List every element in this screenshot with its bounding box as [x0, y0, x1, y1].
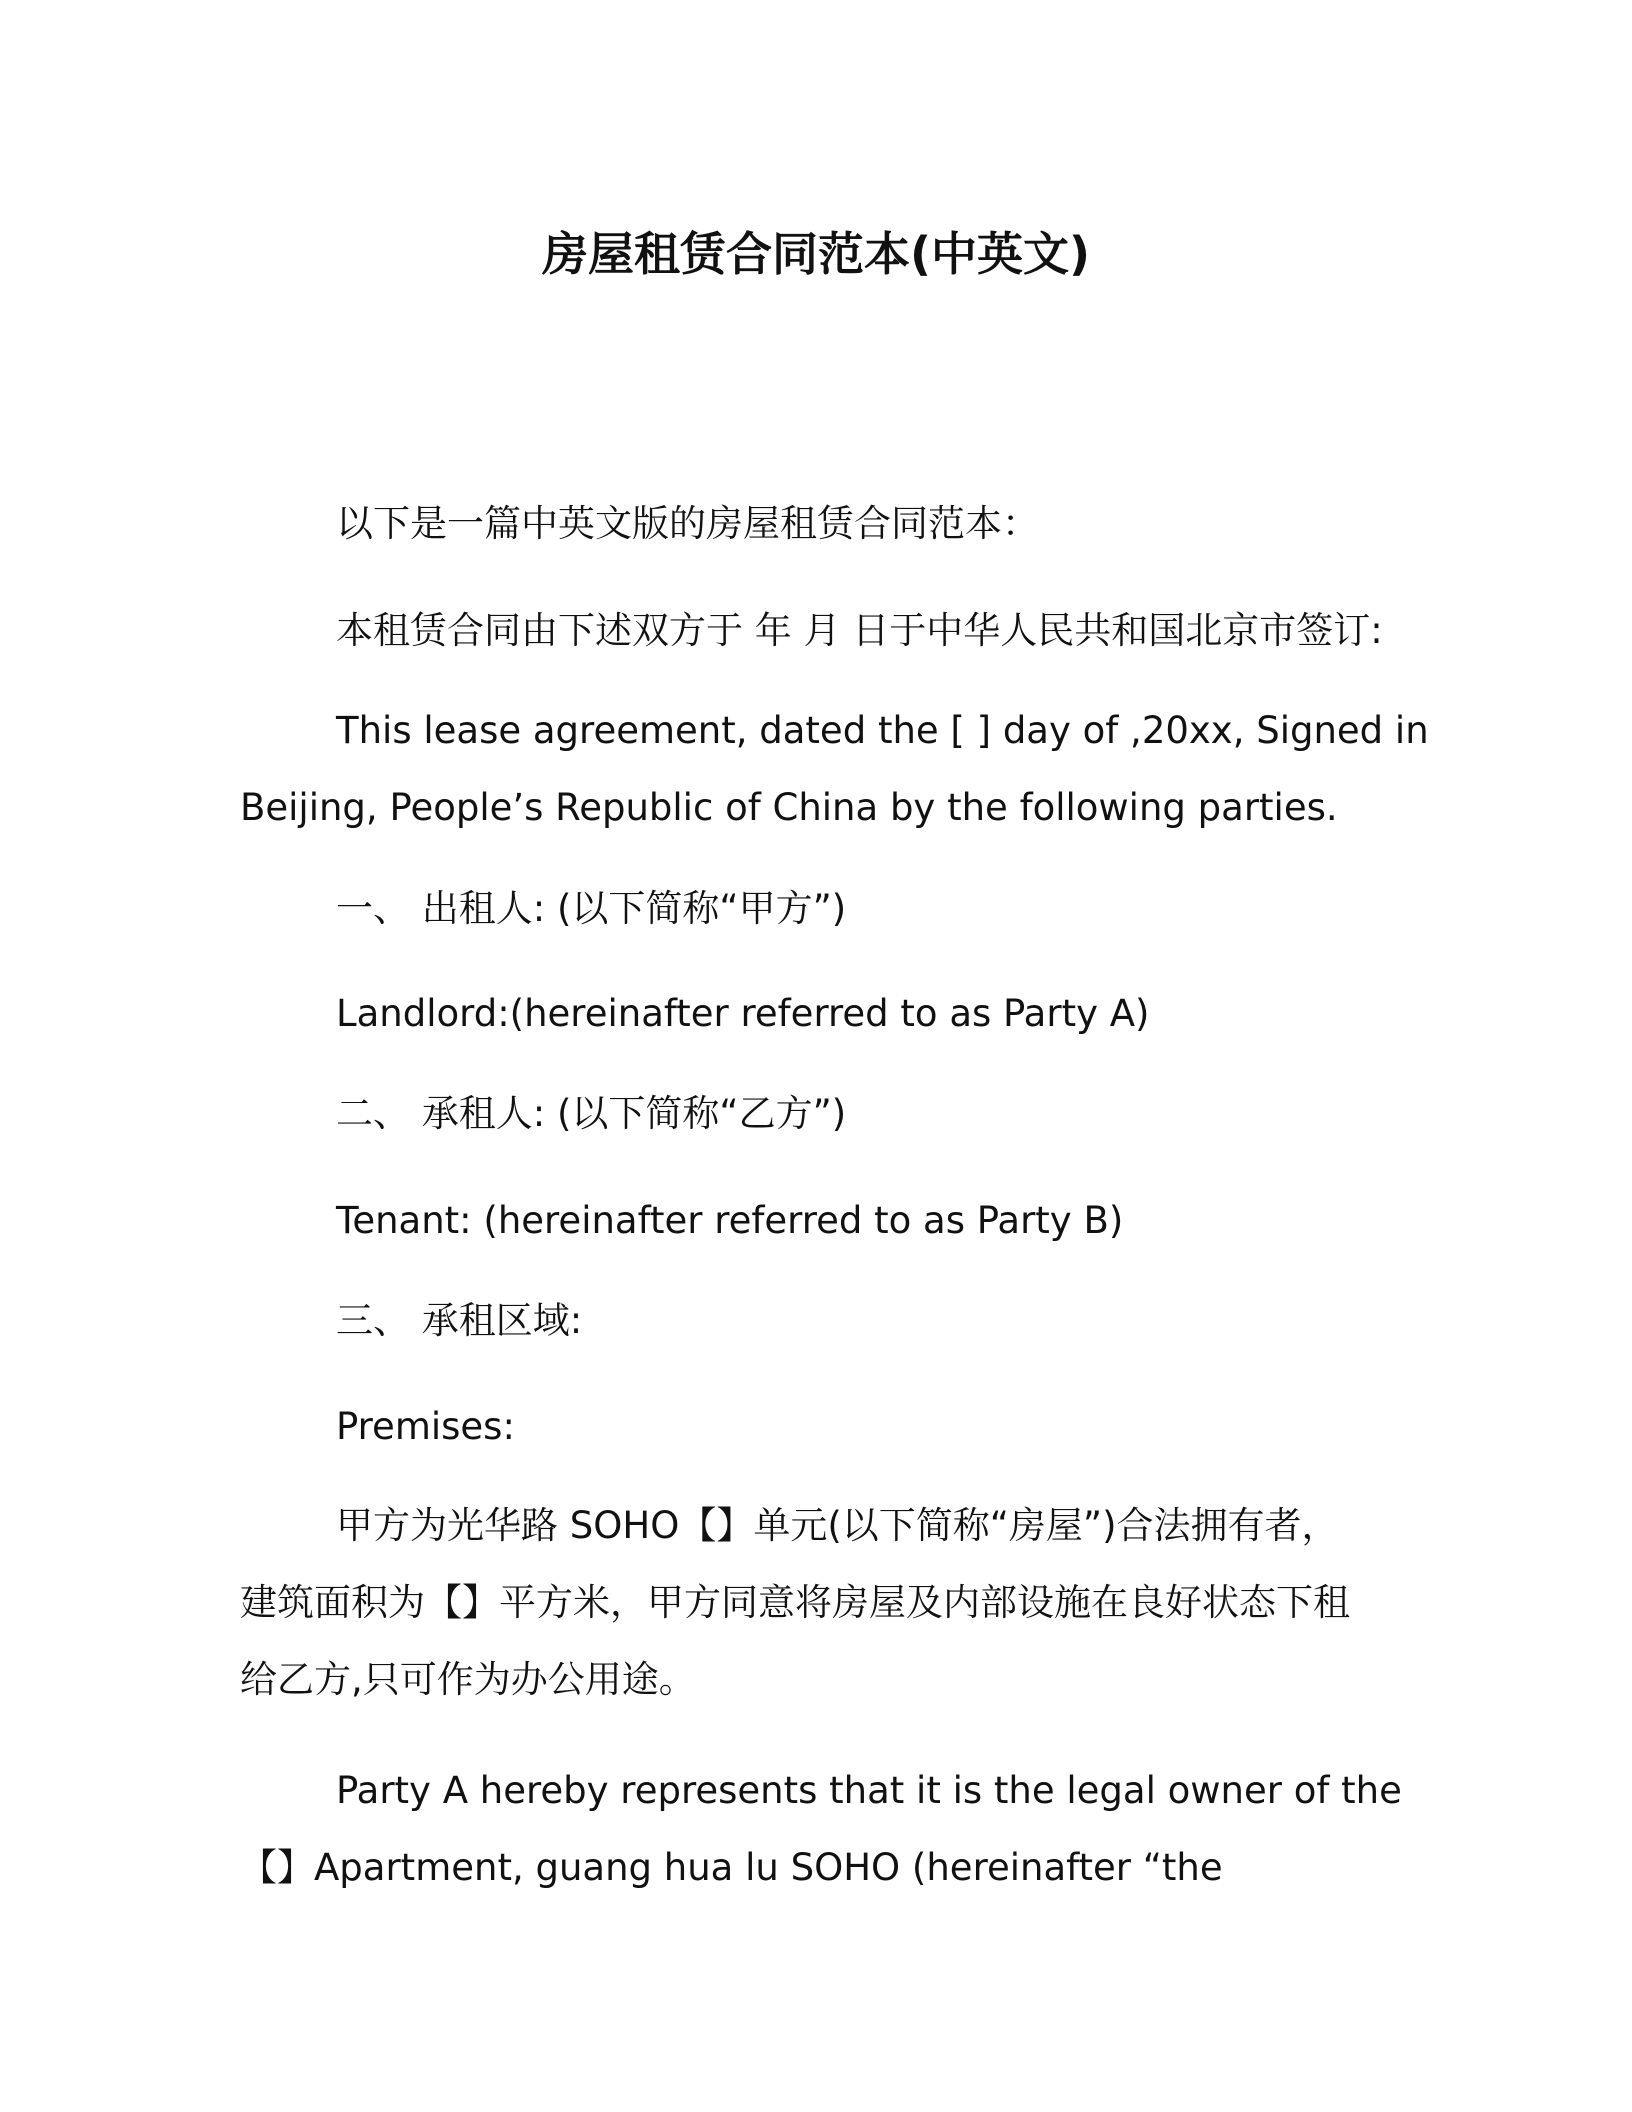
- paragraph-line: 三、 承租区域:: [336, 1299, 583, 1342]
- paragraph-line: 以下是一篇中英文版的房屋租赁合同范本：: [336, 502, 1039, 545]
- paragraph-line: Party A hereby represents that it is the legal owner of the: [336, 1769, 1402, 1812]
- paragraph-line: 给乙方,只可作为办公用途。: [240, 1658, 696, 1701]
- paragraph-intro: [240, 485, 1390, 562]
- paragraph-landlord-cn: [240, 870, 1390, 947]
- paragraph-line: 甲方为光华路 SOHO【】单元(以下简称“房屋”)合法拥有者，: [336, 1504, 1339, 1547]
- paragraph-owner-en: [240, 1752, 1402, 1906]
- paragraph-line: 【】Apartment, guang hua lu SOHO (hereinafter “the: [240, 1846, 1223, 1889]
- paragraph-line: 一、 出租人: (以下简称“甲方”): [336, 887, 847, 930]
- paragraph-line: Landlord:(hereinafter referred to as Party A): [336, 992, 1150, 1035]
- paragraph-line: 建筑面积为【】平方米，甲方同意将房屋及内部设施在良好状态下租: [240, 1581, 1350, 1624]
- paragraph-premises-cn: [240, 1282, 1390, 1359]
- paragraph-line: Beijing, People’s Republic of China by the following parties.: [240, 786, 1338, 829]
- paragraph-line: 二、 承租人: (以下简称“乙方”): [336, 1092, 847, 1135]
- paragraph-tenant-en: [240, 1182, 1390, 1259]
- paragraph-signing-cn: [240, 592, 1390, 669]
- paragraph-signing-en: [240, 692, 1429, 846]
- paragraph-line: Tenant: (hereinafter referred to as Party B): [336, 1199, 1124, 1242]
- document-title: 房屋租赁合同范本(中英文): [541, 227, 1091, 281]
- paragraph-line: 本租赁合同由下述双方于 年 月 日于中华人民共和国北京市签订:: [336, 609, 1383, 652]
- paragraph-line: This lease agreement, dated the [ ] day of ,20xx, Signed in: [336, 709, 1429, 752]
- paragraph-premises-en: [240, 1388, 1390, 1465]
- paragraph-line: Premises:: [336, 1405, 515, 1448]
- paragraph-owner-cn: [240, 1487, 1390, 1718]
- paragraph-tenant-cn: [240, 1075, 1390, 1152]
- paragraph-landlord-en: [240, 975, 1390, 1052]
